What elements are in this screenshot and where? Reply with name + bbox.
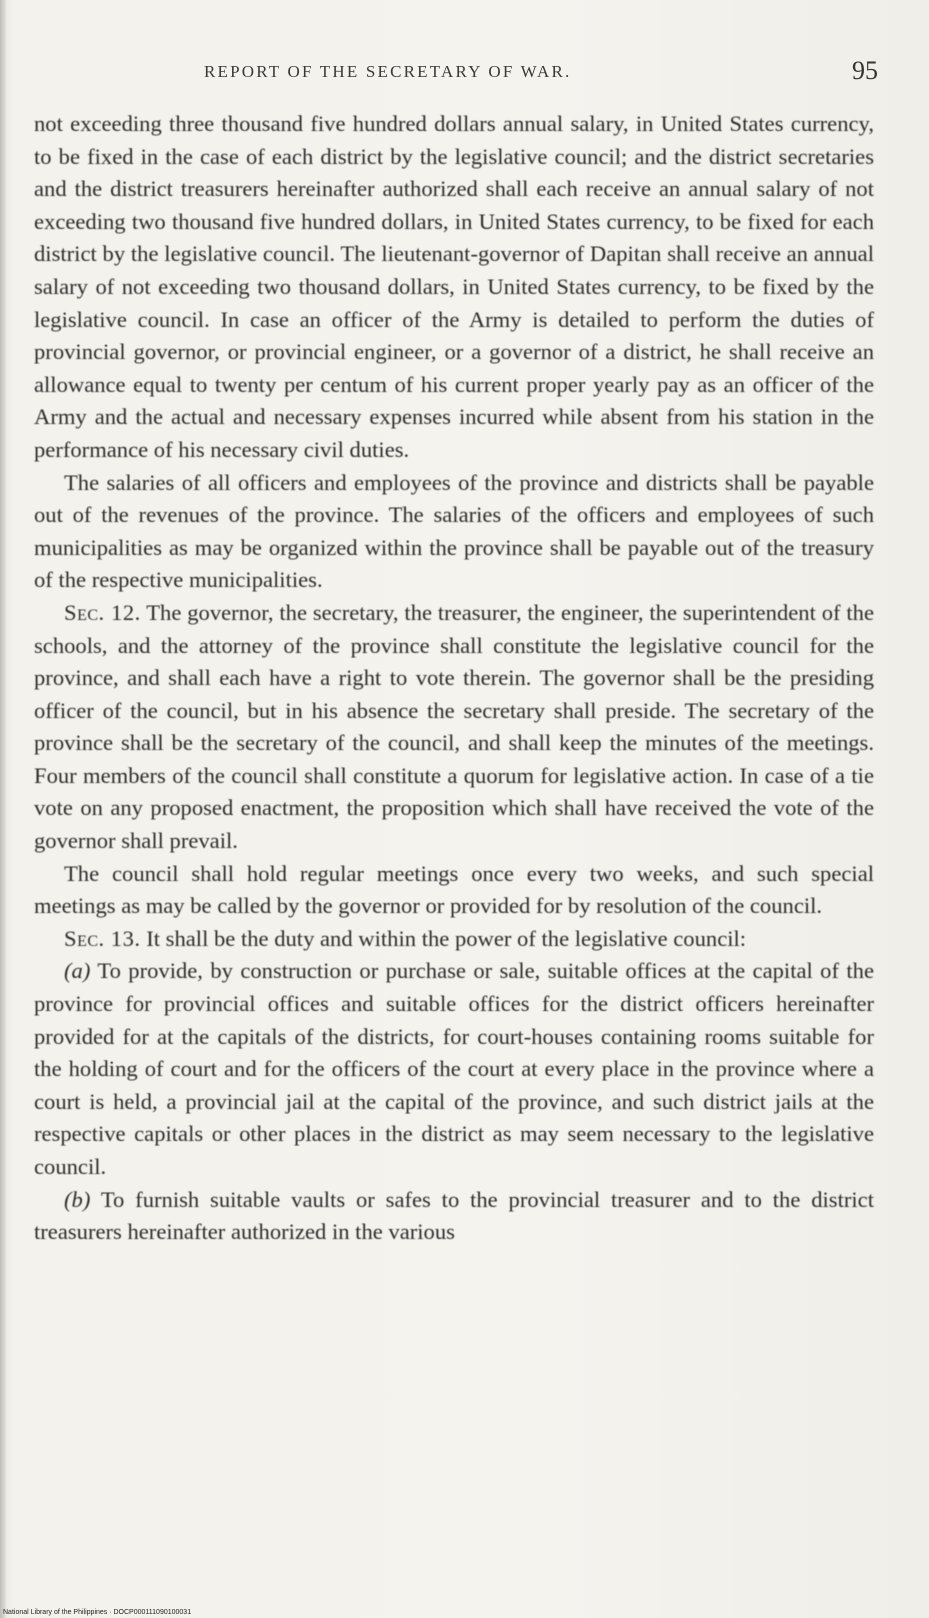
clause-text: To furnish suitable vaults or safes to the provincial treasurer and to the district treasurers hereinafter authorized in the various xyxy=(34,1186,874,1245)
clause-a xyxy=(34,955,874,1183)
running-head-title: REPORT OF THE SECRETARY OF WAR. xyxy=(204,62,572,81)
paragraph-continuation xyxy=(34,108,874,467)
running-head xyxy=(34,56,882,86)
clause-b xyxy=(34,1184,874,1249)
paragraph-salaries xyxy=(34,467,874,597)
section-label: Sec. 13. xyxy=(64,925,141,951)
section-text: The governor, the secretary, the treasurer, the engineer, the superintendent of the schools, and the attorney of the province shall constitute the legislative council for the province, and shall each have a right to vote therein. The governor shall be the presiding officer of the council, but in his absence the secretary shall preside. The secretary of the province shall be the secretary of the council, and shall keep the minutes of the meetings. Four members of the council shall constitute a quorum for legislative action. In case of a tie vote on any proposed enactment, the proposition which shall have received the vote of the governor shall prevail. xyxy=(34,599,874,854)
clause-letter: (a) xyxy=(64,958,91,984)
section-13 xyxy=(34,923,874,956)
section-12 xyxy=(34,597,874,858)
clause-letter: (b) xyxy=(64,1186,91,1212)
page-number: 95 xyxy=(852,56,878,85)
clause-text: To provide, by construction or purchase or sale, suitable offices at the capital of the province for provincial offices and suitable offices for the district officers hereinafter provided for at the capitals of the districts, for court-houses containing rooms suitable for the holding of court and for the officers of the court at every place in the province where a court is held, a provincial jail at the capital of the province, and such district jails at the respective capitals or other places in the district as may seem necessary to the legislative council. xyxy=(34,958,874,1179)
paragraph-text: The council shall hold regular meetings once every two weeks, and such special meetings as may be called by the governor or provided for by resolution of the council. xyxy=(34,860,874,919)
binding-edge xyxy=(0,0,6,1618)
paragraph-council-meetings xyxy=(34,858,874,923)
scan-source-line: National Library of the Philippines · DOCP000111090100031 xyxy=(3,1609,192,1616)
paragraph-text: The salaries of all officers and employees of the province and districts shall be payable out of the revenues of the province. The salaries of the officers and employees of such municipalities as may be organized within the province shall be payable out of the treasury of the respective municipalities. xyxy=(34,469,874,593)
section-text: It shall be the duty and within the power of the legislative council: xyxy=(146,925,747,951)
body-text xyxy=(34,108,874,1249)
section-label: Sec. 12. xyxy=(64,599,141,625)
paragraph-text: not exceeding three thousand five hundred dollars annual salary, in United States currency, to be fixed in the case of each district by the legislative council; and the district secretaries and the district treasurers hereinafter authorized shall each receive an annual salary of not exceeding two thousand five hundred dollars, in United States currency, to be fixed for each district by the legislative council. The lieutenant-governor of Dapitan shall receive an annual salary of not exceeding two thousand dollars, in United States currency, to be fixed by the legislative council. In case an officer of the Army is detailed to perform the duties of provincial governor, or provincial engineer, or a governor of a district, he shall receive an allowance equal to twenty per centum of his current proper yearly pay as an officer of the Army and the actual and necessary expenses incurred while absent from his station in the performance of his necessary civil duties. xyxy=(34,111,874,462)
